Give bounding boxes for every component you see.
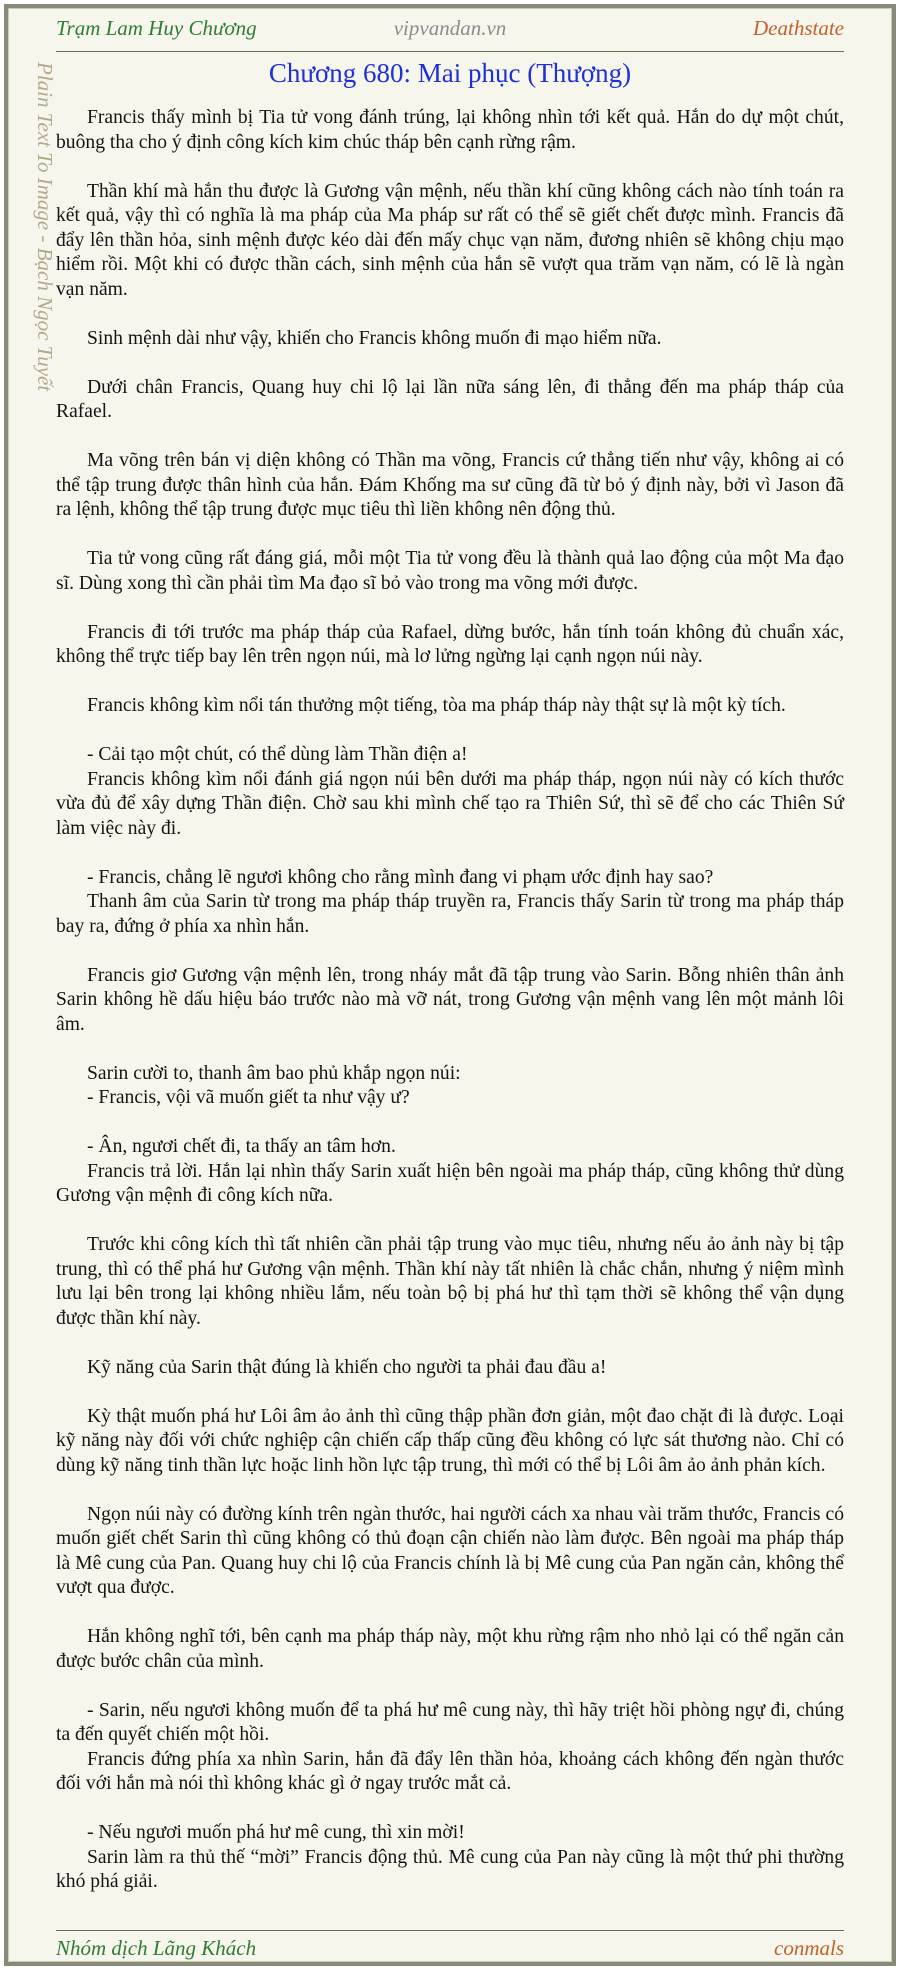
paragraph-gap bbox=[56, 670, 844, 695]
paragraph: Sarin làm ra thủ thế “mời” Francis động thủ. Mê cung của Pan này cũng là một thứ phi thường khó phá giải. bbox=[56, 1846, 844, 1892]
paragraph-gap bbox=[56, 1797, 844, 1822]
paragraph: Francis trả lời. Hắn lại nhìn thấy Sarin xuất hiện bên ngoài ma pháp tháp, cũng không thử dùng Gương vận mệnh đi công kích nữa. bbox=[56, 1160, 844, 1206]
paragraph: Francis không kìm nổi tán thưởng một tiếng, tòa ma pháp tháp này thật sự là một kỳ tích. bbox=[87, 695, 786, 716]
page-frame bbox=[4, 4, 896, 1966]
paragraph-gap bbox=[56, 841, 844, 866]
paragraph-gap bbox=[56, 939, 844, 964]
paragraph-gap bbox=[56, 1209, 844, 1234]
paragraph: Trước khi công kích thì tất nhiên cần phải tập trung vào mục tiêu, nhưng nếu ảo ảnh này bị tập trung, thì có thể phá hư Gương vận mệnh. Thần khí này tất nhiên là chắc chắn, nhưng ý niệm mình lưu lại bên trong lại không nhiều lắm, nếu toàn bộ bị phá hư thì tạm thời sẽ không thể vận dụng được thần khí này. bbox=[56, 1234, 844, 1329]
paragraph: - Francis, vội vã muốn giết ta như vậy ư? bbox=[87, 1087, 410, 1108]
paragraph: Sinh mệnh dài như vậy, khiến cho Francis không muốn đi mạo hiểm nữa. bbox=[87, 327, 662, 349]
paragraph-gap bbox=[56, 523, 844, 548]
page-footer bbox=[56, 1936, 844, 1966]
paragraph: Sarin cười to, thanh âm bao phủ khắp ngọn núi: bbox=[87, 1062, 461, 1084]
paragraph: Ngọn núi này có đường kính trên ngàn thước, hai người cách xa nhau vài trăm thước, Francis có muốn giết chết Sarin thì cũng không có thủ đoạn cận chiến nào làm được. Bên ngoài ma pháp tháp là Mê cung của Pan. Quang huy chi lộ của Francis chính là bị Mê cung của Pan ngăn cản, không thể vượt qua được. bbox=[56, 1503, 844, 1598]
paragraph-gap bbox=[56, 596, 844, 621]
header-site-name: Trạm Lam Huy Chương bbox=[56, 16, 257, 40]
paragraph: Hắn không nghĩ tới, bên cạnh ma pháp tháp này, một khu rừng rậm nho nhỏ lại có thể ngăn cản được bước chân của mình. bbox=[56, 1626, 844, 1672]
paragraph: Kỳ thật muốn phá hư Lôi âm ảo ảnh thì cũng thập phần đơn giản, một đao chặt đi là được. Loại kỹ năng này đối với chức nghiệp cận chiến cấp thấp cũng đều không có lực sát thương nào. Chỉ có dùng kỹ năng tinh thần lực hoặc linh hồn lực tập trung, thì mới có thể bị Lôi âm ảo ảnh phản kích. bbox=[56, 1405, 844, 1476]
paragraph: Francis thấy mình bị Tia tử vong đánh trúng, lại không nhìn tới kết quả. Hắn do dự một chút, buông tha cho ý định công kích kim chúc tháp bên cạnh rừng rậm. bbox=[56, 107, 844, 153]
paragraph: Francis đi tới trước ma pháp tháp của Rafael, dừng bước, hắn tính toán không đủ chuẩn xác, không thể trực tiếp bay lên trên ngọn núi, mà lơ lửng ngừng lại cạnh ngọn núi này. bbox=[56, 621, 844, 667]
paragraph-gap bbox=[56, 1380, 844, 1405]
paragraph: Francis không kìm nổi đánh giá ngọn núi bên dưới ma pháp tháp, ngọn núi này có kích thước vừa đủ để xây dựng Thần điện. Chờ sau khi mình chế tạo ra Thiên Sứ, thì sẽ để cho các Thiên Sứ làm việc này đi. bbox=[56, 768, 844, 839]
paragraph: Kỹ năng của Sarin thật đúng là khiến cho người ta phải đau đầu a! bbox=[87, 1356, 607, 1378]
paragraph: Ma võng trên bán vị diện không có Thần ma võng, Francis cứ thẳng tiến như vậy, không ai có thể tập trung được thân hình của hắn. Đám Khống ma sư cũng đã từ bỏ ý định này, bởi vì Jason đã ra lệnh, không thể tập trung được mục tiêu thì liền không nên động thủ. bbox=[56, 450, 844, 520]
paragraph-gap bbox=[56, 719, 844, 744]
paragraph-gap bbox=[56, 1674, 844, 1699]
paragraph: - Nếu ngươi muốn phá hư mê cung, thì xin mời! bbox=[87, 1822, 465, 1843]
paragraph-gap bbox=[56, 1601, 844, 1626]
paragraph: Francis giơ Gương vận mệnh lên, trong nháy mắt đã tập trung vào Sarin. Bỗng nhiên thân ảnh Sarin không hề dấu hiệu báo trước nào mà vỡ nát, trong Gương vận mệnh vang lên một mảnh lôi âm. bbox=[56, 964, 844, 1035]
paragraph-gap bbox=[56, 351, 844, 376]
side-watermark-label: Plain Text To Image - Bạch Ngọc Tuyết bbox=[33, 62, 57, 392]
paragraph: Tia tử vong cũng rất đáng giá, mỗi một Tia tử vong đều là thành quả lao động của một Ma đạo sĩ. Dùng xong thì cần phải tìm Ma đạo sĩ bỏ vào trong ma võng mới được. bbox=[56, 548, 844, 594]
chapter-title: Chương 680: Mai phục (Thượng) bbox=[268, 58, 632, 88]
paragraph-gap bbox=[56, 1331, 844, 1356]
paragraph: Thần khí mà hắn thu được là Gương vận mệnh, nếu thần khí cũng không cách nào tính toán ra kết quả, vậy thì có nghĩa là ma pháp của Ma pháp sư rất có thể sẽ giết chết được mình. Francis đã đẩy lên thần hỏa, sinh mệnh được kéo dài đến mấy chục vạn năm, đương nhiên sẽ không chịu mạo hiểm rồi. Một khi có được thần cách, sinh mệnh của hắn sẽ vượt qua trăm vạn năm, có lẽ là ngàn vạn năm. bbox=[56, 180, 844, 300]
paragraph: - Sarin, nếu ngươi không muốn để ta phá hư mê cung này, thì hãy triệt hồi phòng ngự đi, chúng ta đến quyết chiến một hồi. bbox=[56, 1699, 844, 1745]
chapter-body bbox=[56, 106, 844, 1895]
paragraph: Thanh âm của Sarin từ trong ma pháp tháp truyền ra, Francis thấy Sarin từ trong ma pháp tháp bay ra, đứng ở phía xa nhìn hắn. bbox=[56, 891, 844, 937]
paragraph-gap bbox=[56, 1037, 844, 1062]
paragraph: - Francis, chẳng lẽ ngươi không cho rằng mình đang vi phạm ước định hay sao? bbox=[87, 866, 714, 888]
paragraph-gap bbox=[56, 155, 844, 180]
paragraph: - Ân, ngươi chết đi, ta thấy an tâm hơn. bbox=[87, 1136, 396, 1157]
paragraph: Dưới chân Francis, Quang huy chi lộ lại lần nữa sáng lên, đi thẳng đến ma pháp tháp của Rafael. bbox=[56, 376, 844, 422]
footer-translator-group: Nhóm dịch Lãng Khách bbox=[56, 1936, 257, 1960]
header-url: vipvandan.vn bbox=[393, 16, 507, 40]
paragraph-gap bbox=[56, 425, 844, 450]
paragraph-gap bbox=[56, 1478, 844, 1503]
paragraph: Francis đứng phía xa nhìn Sarin, hắn đã đẩy lên thần hỏa, khoảng cách không đến ngàn thước đối với hắn mà nói thì không khác gì ở ngay trước mắt cả. bbox=[56, 1748, 844, 1794]
footer-divider bbox=[56, 1930, 844, 1931]
paragraph-gap bbox=[56, 1111, 844, 1136]
paragraph: - Cải tạo một chút, có thể dùng làm Thần điện a! bbox=[87, 744, 468, 765]
paragraph-gap bbox=[56, 302, 844, 327]
footer-editor: conmals bbox=[774, 1936, 844, 1960]
header-divider bbox=[56, 51, 844, 52]
header-author: Deathstate bbox=[753, 16, 844, 40]
page-header bbox=[56, 16, 844, 46]
